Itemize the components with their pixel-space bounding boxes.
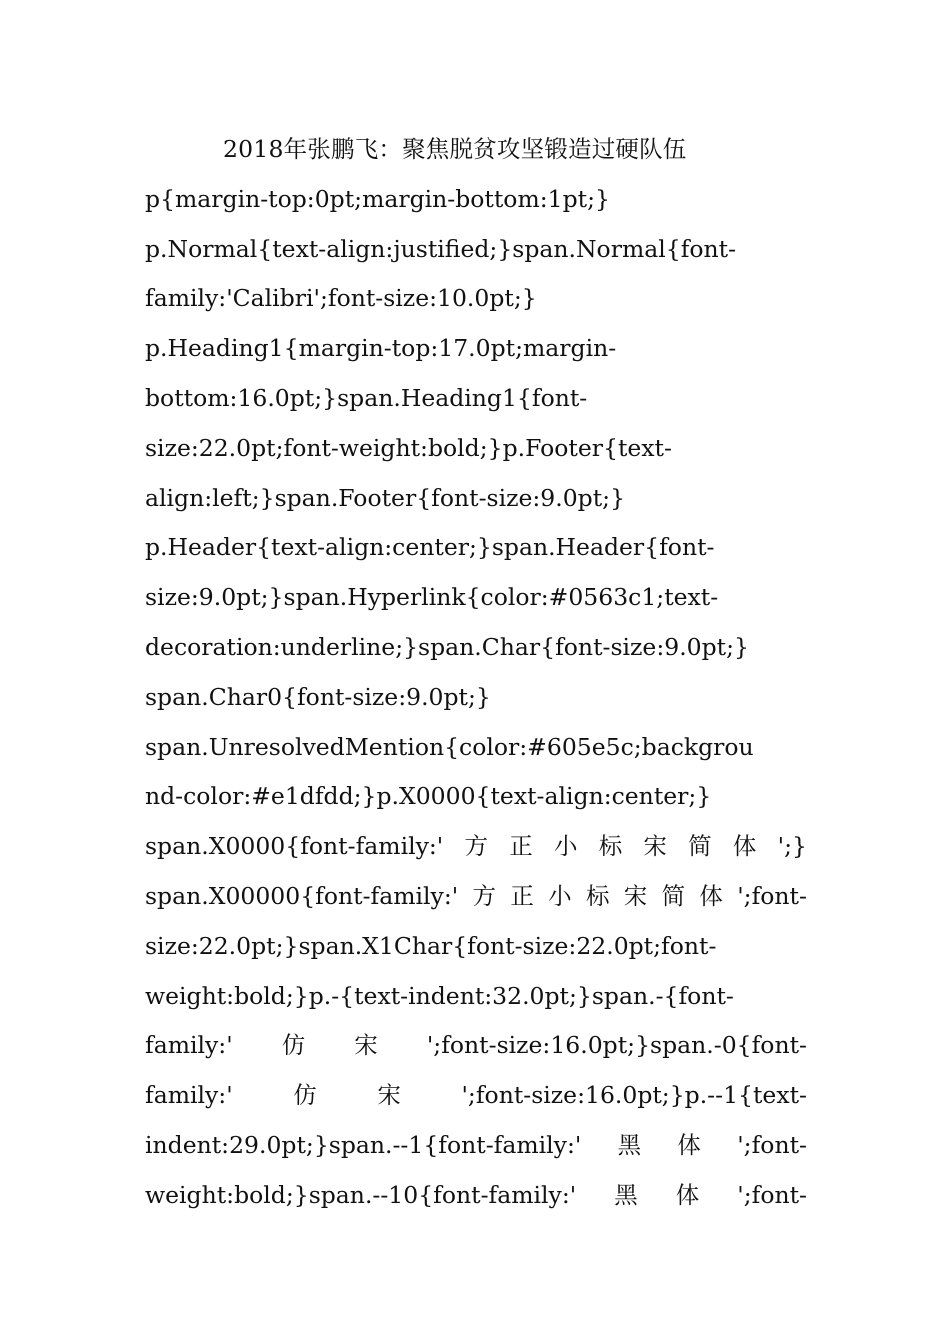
text-line (145, 324, 807, 374)
text-segment: ';font- (737, 881, 807, 910)
text-segment: p{margin-top:0pt;margin-bottom:1pt;} (145, 184, 610, 213)
text-line (145, 772, 807, 822)
text-line (145, 822, 807, 872)
text-line (145, 573, 807, 623)
document-text-lines (145, 175, 807, 1221)
text-segment: 宋 (354, 1031, 378, 1060)
text-segment: span.X00000{font-family:' (145, 881, 459, 910)
text-line (145, 523, 807, 573)
text-segment: 简 (688, 832, 712, 861)
text-segment: size:22.0pt;font-weight:bold;}p.Footer{text- (145, 433, 672, 462)
text-segment: size:9.0pt;}span.Hyperlink{color:#0563c1;text- (145, 583, 719, 612)
text-line (145, 723, 807, 773)
text-segment: decoration:underline;}span.Char{font-size:9.0pt;} (145, 632, 749, 661)
text-segment: align:left;}span.Footer{font-size:9.0pt;} (145, 483, 626, 512)
text-segment: 小 (553, 832, 578, 861)
text-line (145, 374, 807, 424)
text-segment: span.Char0{font-size:9.0pt;} (145, 682, 491, 711)
text-segment: 标 (585, 881, 610, 910)
text-line (145, 1171, 807, 1221)
text-segment: ';font- (737, 1130, 807, 1159)
text-segment: p.Header{text-align:center;}span.Header{font- (145, 533, 715, 562)
text-segment: 仿 (293, 1081, 317, 1110)
text-segment: 宋 (643, 832, 667, 861)
document-title: 2018年张鹏飞：聚焦脱贫攻坚锻造过硬队伍 (223, 135, 687, 163)
text-segment: family:' (145, 1031, 233, 1060)
text-segment: 体 (699, 881, 723, 910)
text-segment: family:'Calibri';font-size:10.0pt;} (145, 284, 537, 313)
text-segment: p.Normal{text-align:justified;}span.Normal{font- (145, 234, 737, 263)
text-line (145, 424, 807, 474)
text-line (145, 872, 807, 922)
text-line (145, 175, 807, 225)
text-segment: 仿 (281, 1031, 306, 1060)
text-segment: weight:bold;}span.--10{font-family:' (145, 1180, 577, 1209)
text-line (145, 1021, 807, 1071)
text-segment: family:' (145, 1081, 233, 1110)
text-line (145, 274, 807, 324)
text-line (145, 474, 807, 524)
text-segment: 体 (677, 1130, 701, 1159)
text-segment: ';font- (737, 1180, 807, 1209)
text-segment: span.UnresolvedMention{color:#605e5c;backgrou (145, 732, 754, 761)
text-segment: p.Heading1{margin-top:17.0pt;margin- (145, 334, 617, 363)
text-segment: 正 (510, 881, 534, 910)
document-body (145, 125, 807, 1221)
text-segment: 体 (675, 1180, 700, 1209)
text-segment: nd-color:#e1dfdd;}p.X0000{text-align:center;} (145, 782, 712, 811)
text-segment: ';font-size:16.0pt;}p.--1{text- (461, 1081, 807, 1110)
text-segment: 正 (509, 832, 533, 861)
text-segment: bottom:16.0pt;}span.Heading1{font- (145, 383, 588, 412)
text-segment: indent:29.0pt;}span.--1{font-family:' (145, 1130, 582, 1159)
text-segment: 体 (732, 832, 757, 861)
text-segment: 黑 (617, 1130, 642, 1159)
text-segment: 简 (661, 881, 686, 910)
text-line (145, 972, 807, 1022)
text-line (145, 623, 807, 673)
text-segment: 宋 (377, 1081, 401, 1110)
text-segment: size:22.0pt;}span.X1Char{font-size:22.0pt;font- (145, 931, 717, 960)
text-line (145, 1121, 807, 1171)
text-segment: ';} (777, 832, 807, 861)
text-line (145, 673, 807, 723)
text-segment: 小 (548, 881, 572, 910)
text-segment: ';font-size:16.0pt;}span.-0{font- (426, 1031, 807, 1060)
text-segment: 黑 (614, 1180, 638, 1209)
text-line (145, 1071, 807, 1121)
text-segment: 方 (472, 881, 497, 910)
text-line (145, 225, 807, 275)
text-segment: 标 (598, 832, 623, 861)
text-segment: weight:bold;}p.-{text-indent:32.0pt;}span.-{font- (145, 981, 734, 1010)
text-line (145, 922, 807, 972)
text-segment: 方 (464, 832, 488, 861)
text-segment: 宋 (623, 881, 648, 910)
text-segment: span.X0000{font-family:' (145, 832, 444, 861)
